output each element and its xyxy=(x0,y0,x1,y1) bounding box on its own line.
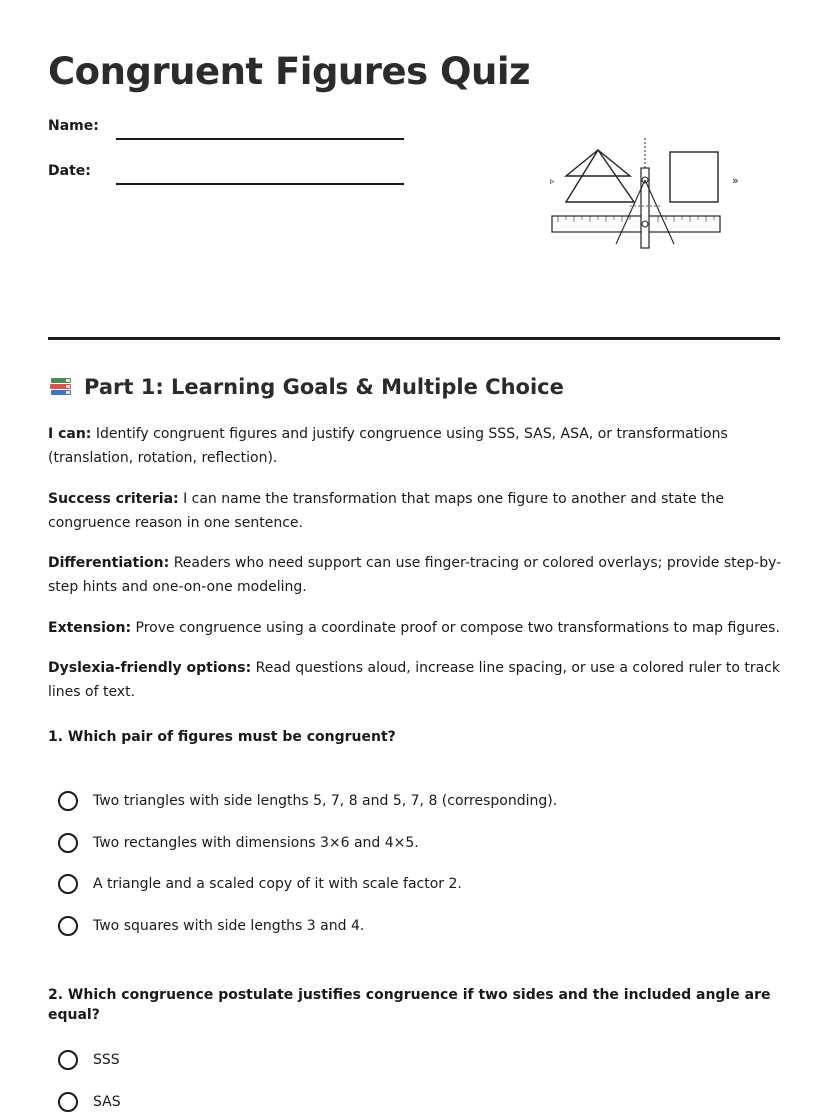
goal-differentiation: Differentiation: Readers who need support can use finger-tracing or colored overlays; provide step-by-step hints and one-on-one modeling. xyxy=(48,555,782,595)
svg-text:»: » xyxy=(732,174,739,187)
radio-button[interactable] xyxy=(58,1050,78,1070)
goal-dyslexia-options: Dyslexia-friendly options: Read questions aloud, increase line spacing, or use a colored ruler to track lines of text. xyxy=(48,660,780,700)
q2-option-b[interactable]: SAS xyxy=(58,1090,121,1114)
radio-button[interactable] xyxy=(58,833,78,853)
radio-button[interactable] xyxy=(58,874,78,894)
triangle-square-ruler-compass-icon xyxy=(546,136,746,254)
q1-option-c[interactable]: A triangle and a scaled copy of it with scale factor 2. xyxy=(58,872,462,896)
question-1: 1. Which pair of figures must be congruent? xyxy=(48,729,396,745)
q1-option-d[interactable]: Two squares with side lengths 3 and 4. xyxy=(58,914,364,938)
q1-option-a[interactable]: Two triangles with side lengths 5, 7, 8 and 5, 7, 8 (corresponding). xyxy=(58,789,557,813)
radio-button[interactable] xyxy=(58,791,78,811)
q1-option-b[interactable]: Two rectangles with dimensions 3×6 and 4×5. xyxy=(58,831,419,855)
name-label: Name: xyxy=(48,118,99,134)
radio-button[interactable] xyxy=(58,1092,78,1112)
goal-i-can: I can: Identify congruent figures and justify congruence using SSS, SAS, ASA, or transformations (translation, rotation, reflection). xyxy=(48,426,728,466)
part1-title xyxy=(48,374,564,400)
section-divider xyxy=(48,337,780,340)
goal-extension: Extension: Prove congruence using a coordinate proof or compose two transformations to map figures. xyxy=(48,620,780,636)
books-icon xyxy=(48,374,74,400)
page-title: Congruent Figures Quiz xyxy=(48,50,531,93)
goal-success-criteria: Success criteria: I can name the transformation that maps one figure to another and state the congruence reason in one sentence. xyxy=(48,491,725,531)
part1-title-text: Part 1: Learning Goals & Multiple Choice xyxy=(84,375,564,399)
date-label: Date: xyxy=(48,163,91,179)
question-2: 2. Which congruence postulate justifies congruence if two sides and the included angle are equal? xyxy=(48,987,771,1023)
q2-option-a[interactable]: SSS xyxy=(58,1048,120,1072)
name-input-line[interactable] xyxy=(116,138,404,140)
date-input-line[interactable] xyxy=(116,183,404,185)
radio-button[interactable] xyxy=(58,916,78,936)
svg-text:▹: ▹ xyxy=(550,177,555,187)
